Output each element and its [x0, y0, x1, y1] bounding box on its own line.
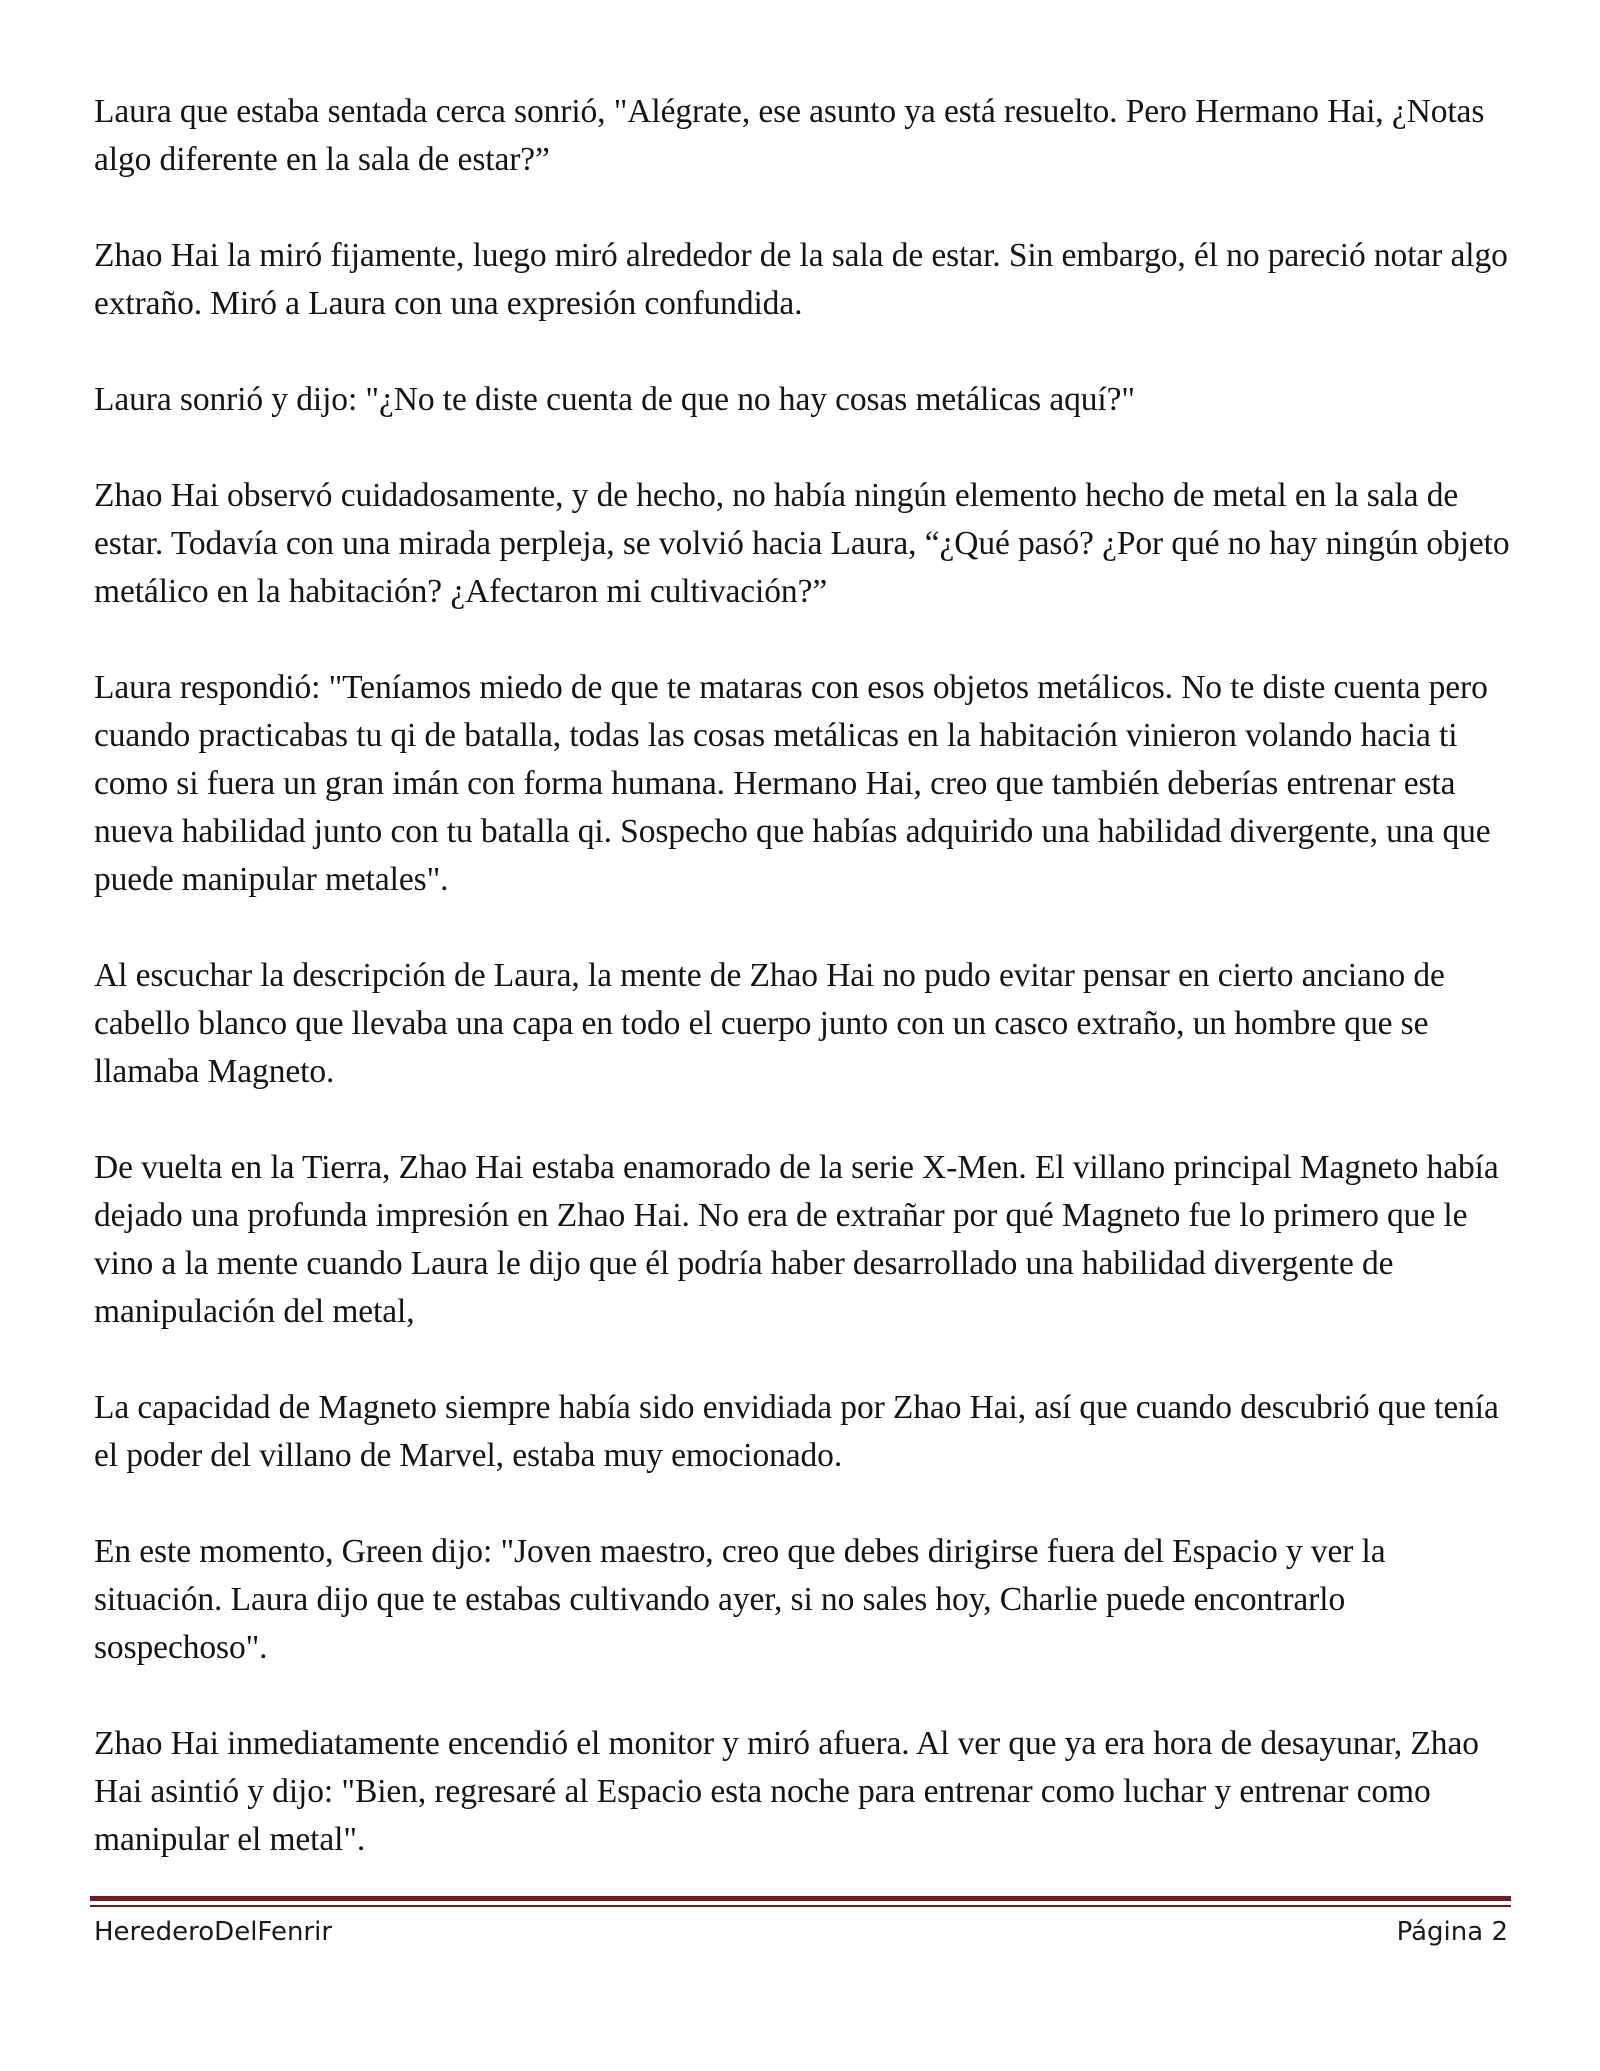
paragraph: La capacidad de Magneto siempre había sido envidiada por Zhao Hai, así que cuando descubrió que tenía el poder del villano de Marvel, estaba muy emocionado.: [94, 1389, 1499, 1474]
footer-divider-thin: [90, 1905, 1511, 1907]
document-body: [94, 88, 1514, 1864]
paragraph: Laura respondió: "Teníamos miedo de que te mataras con esos objetos metálicos. No te diste cuenta pero cuando practicabas tu qi de batalla, todas las cosas metálicas en la habitación vinieron volando hacia ti como si fuera un gran imán con forma humana. Hermano Hai, creo que también deberías entrenar esta nueva habilidad junto con tu batalla qi. Sospecho que habías adquirido una habilidad divergente, una que puede manipular metales".: [94, 669, 1491, 898]
paragraph: Laura sonrió y dijo: "¿No te diste cuenta de que no hay cosas metálicas aquí?": [94, 381, 1135, 418]
paragraph: En este momento, Green dijo: "Joven maestro, creo que debes dirigirse fuera del Espacio y ver la situación. Laura dijo que te estabas cultivando ayer, si no sales hoy, Charlie puede encontrarlo sospechoso".: [94, 1533, 1386, 1666]
paragraph: De vuelta en la Tierra, Zhao Hai estaba enamorado de la serie X-Men. El villano principal Magneto había dejado una profunda impresión en Zhao Hai. No era de extrañar por qué Magneto fue lo primero que le vino a la mente cuando Laura le dijo que él podría haber desarrollado una habilidad divergente de manipulación del metal,: [94, 1149, 1499, 1330]
footer-page-number: Página 2: [1396, 1917, 1508, 1947]
footer-author: HerederoDelFenrir: [94, 1917, 333, 1947]
paragraph: Zhao Hai observó cuidadosamente, y de hecho, no había ningún elemento hecho de metal en la sala de estar. Todavía con una mirada perpleja, se volvió hacia Laura, “¿Qué pasó? ¿Por qué no hay ningún objeto metálico en la habitación? ¿Afectaron mi cultivación?”: [94, 477, 1510, 610]
paragraph: Zhao Hai inmediatamente encendió el monitor y miró afuera. Al ver que ya era hora de desayunar, Zhao Hai asintió y dijo: "Bien, regresaré al Espacio esta noche para entrenar como luchar y entrenar como manipular el metal".: [94, 1725, 1479, 1858]
paragraph: Laura que estaba sentada cerca sonrió, "Alégrate, ese asunto ya está resuelto. Pero Hermano Hai, ¿Notas algo diferente en la sala de estar?”: [94, 93, 1485, 178]
paragraph: Zhao Hai la miró fijamente, luego miró alrededor de la sala de estar. Sin embargo, él no pareció notar algo extraño. Miró a Laura con una expresión confundida.: [94, 237, 1508, 322]
paragraph: Al escuchar la descripción de Laura, la mente de Zhao Hai no pudo evitar pensar en cierto anciano de cabello blanco que llevaba una capa en todo el cuerpo junto con un casco extraño, un hombre que se llamaba Magneto.: [94, 957, 1445, 1090]
page-footer: [94, 1912, 1508, 1952]
footer-divider-thick: [90, 1896, 1511, 1901]
